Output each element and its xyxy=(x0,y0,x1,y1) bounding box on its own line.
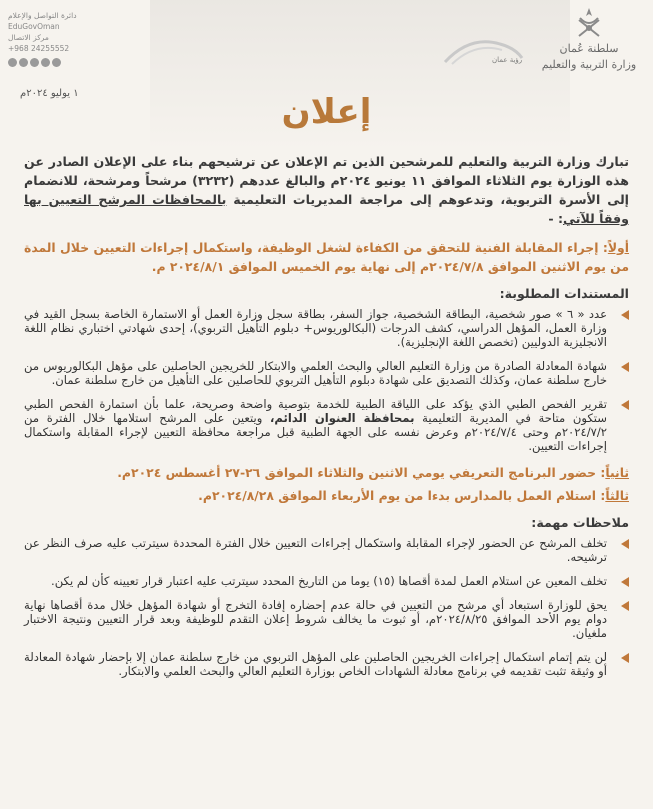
point-two-text: : حضور البرنامج التعريفي يومي الاثنين والثلاثاء الموافق ٢٦-٢٧ أغسطس ٢٠٢٤م. xyxy=(117,465,606,480)
list-item xyxy=(24,650,629,678)
list-item xyxy=(24,536,629,564)
oman-emblem-icon xyxy=(574,6,604,40)
note-text: يحق للوزارة استبعاد أي مرشح من التعيين في حالة عدم إحضاره إفادة التخرج أو شهادة المؤهل خلال مدة أقصاها نهاية دوام يوم الأحد الموافق ٢٠٢٤/٨/٢٥م، أو ثبوت ما يخالف شروط إعلان التقدم للوظيفة وبعد قرار التعيين ونتيجة الاختبار ملغيان. xyxy=(24,598,608,640)
country-name: سلطنة عُمان xyxy=(559,42,619,55)
list-item xyxy=(24,574,629,588)
document-text-bold: بمحافظة العنوان الدائم، xyxy=(270,411,415,425)
document-text: عدد « ٦ » صور شخصية، البطاقة الشخصية، جواز السفر، بطاقة سجل وزارة العمل أو الاستمارة الخاصة بسجل القيد في وزارة العمل، المؤهل الدراسي، كشف الدرجات (البكالوريوس+ دبلوم التأهيل التربوي)، إحدى شهادتي اختباري نظام اللغة الانجليزية الدوليين (تخصص اللغة الإنجليزية). xyxy=(24,307,607,349)
point-three-text: : استلام العمل بالمدارس بدءا من يوم الأربعاء الموافق ٢٠٢٤/٨/٢٨م. xyxy=(198,488,606,503)
bullet-arrow-icon xyxy=(621,400,629,410)
documents-list xyxy=(24,307,629,453)
point-one-text: : إجراء المقابلة الفنية للتحقق من الكفاءة لشغل الوظيفة، واستكمال إجراءات التعيين خلال المدة من يوم الاثنين الموافق ٢٠٢٤/٧/٨م إلى نهاية يوم الخميس الموافق ٢٠٢٤/٨/١ م. xyxy=(24,240,629,274)
contact-block xyxy=(8,10,148,67)
intro-suffix: : - xyxy=(548,211,563,226)
ministry-logo xyxy=(539,6,639,72)
social-icon-5[interactable] xyxy=(52,58,61,67)
intro-underlined: بالمحافظات المرشح التعيين بها وفقاً للآتي xyxy=(24,192,629,226)
note-text: تخلف المعين عن استلام العمل لمدة أقصاها (١٥) يوما من التاريخ المحدد سيترتب عليه اعتبار قرار تعيينه كأن لم يكن. xyxy=(51,574,607,588)
list-item xyxy=(24,359,629,387)
list-item xyxy=(24,397,629,453)
list-item xyxy=(24,307,629,349)
documents-title: المستندات المطلوبة: xyxy=(499,286,629,301)
point-three xyxy=(24,486,629,505)
contact-center: مركز الاتصال xyxy=(8,33,49,42)
document-text: تقرير الفحص الطبي الذي يؤكد على اللياقة الطبية للخدمة بتوصية واضحة وصريحة، علما بأن استمارة الفحص الطبي ستكون متاحة في المديرية التعليمية xyxy=(24,397,607,425)
oman-vision-logo-icon xyxy=(440,30,530,70)
intro-paragraph xyxy=(24,152,629,228)
notes-title: ملاحظات مهمة: xyxy=(531,515,629,530)
point-one-label: أولاً xyxy=(607,240,629,255)
point-two xyxy=(24,463,629,482)
page-title: إعلان xyxy=(281,92,372,132)
ministry-name: وزارة التربية والتعليم xyxy=(541,58,637,71)
bullet-arrow-icon xyxy=(621,653,629,663)
social-icon-3[interactable] xyxy=(30,58,39,67)
social-icon-4[interactable] xyxy=(41,58,50,67)
contact-handle: EduGovOman xyxy=(8,22,60,31)
social-icons xyxy=(8,56,148,67)
bullet-arrow-icon xyxy=(621,539,629,549)
bullet-arrow-icon xyxy=(621,310,629,320)
bullet-arrow-icon xyxy=(621,577,629,587)
notes-list xyxy=(24,536,629,678)
bullet-arrow-icon xyxy=(621,601,629,611)
announcement-body xyxy=(24,152,629,688)
note-text: تخلف المرشح عن الحضور لإجراء المقابلة واستكمال إجراءات التعيين خلال الفترة المحددة سيترتب عليه صرف النظر عن ترشيحه. xyxy=(24,536,607,564)
point-one xyxy=(24,238,629,276)
contact-department: دائرة التواصل والإعلام xyxy=(8,11,77,20)
document-text: شهادة المعادلة الصادرة من وزارة التعليم العالي والبحث العلمي والابتكار للخريجين الحاصلين على مؤهل البكالوريوس من خارج سلطنة عمان، وكذلك التصديق على شهادة دبلوم التأهيل التربوي للحاصلين على التأهيل من خارج سلطنة عمان. xyxy=(24,359,607,387)
intro-text: تبارك وزارة التربية والتعليم للمرشحين الذين تم الإعلان عن ترشيحهم بناء على الإعلان الصادر عن هذه الوزارة يوم الثلاثاء الموافق ١١ يونيو ٢٠٢٤م والبالغ عددهم (٣٢٣٢) مرشحاً ومرشحة، للانضمام إلى الأسرة التربوية، وتدعوهم إلى مراجعة المديريات التعليمية xyxy=(24,154,630,207)
list-item xyxy=(24,598,629,640)
document-text-end: ويتعين على المرشح استلامها خلال الفترة من ٢٠٢٤/٧/٢م وحتى ٢٠٢٤/٧/٤م وعرض نفسه على الجهة الطبية قبل مراجعة محافظة التعيين لإجراء المقابلة واستكمال إجراءات التعيين. xyxy=(24,411,607,453)
point-two-label: ثانياً xyxy=(605,465,629,480)
vision-label: رؤية عمان xyxy=(492,56,523,64)
contact-phone: +968 24255552 xyxy=(8,44,70,53)
note-text: لن يتم إتمام استكمال إجراءات الخريجين الحاصلين على المؤهل التربوي من خارج سلطنة عمان إلا بإحضار شهادة المعادلة أو وثيقة تثبت تقديمه في برنامج معادلة الشهادات الخاص بوزارة التعليم العالي والبحث العلمي والابتكار. xyxy=(24,650,607,678)
announcement-date: ١ يوليو ٢٠٢٤م xyxy=(20,88,79,99)
social-icon-1[interactable] xyxy=(8,58,17,67)
bullet-arrow-icon xyxy=(621,362,629,372)
social-icon-2[interactable] xyxy=(19,58,28,67)
point-three-label: ثالثاً xyxy=(605,488,629,503)
